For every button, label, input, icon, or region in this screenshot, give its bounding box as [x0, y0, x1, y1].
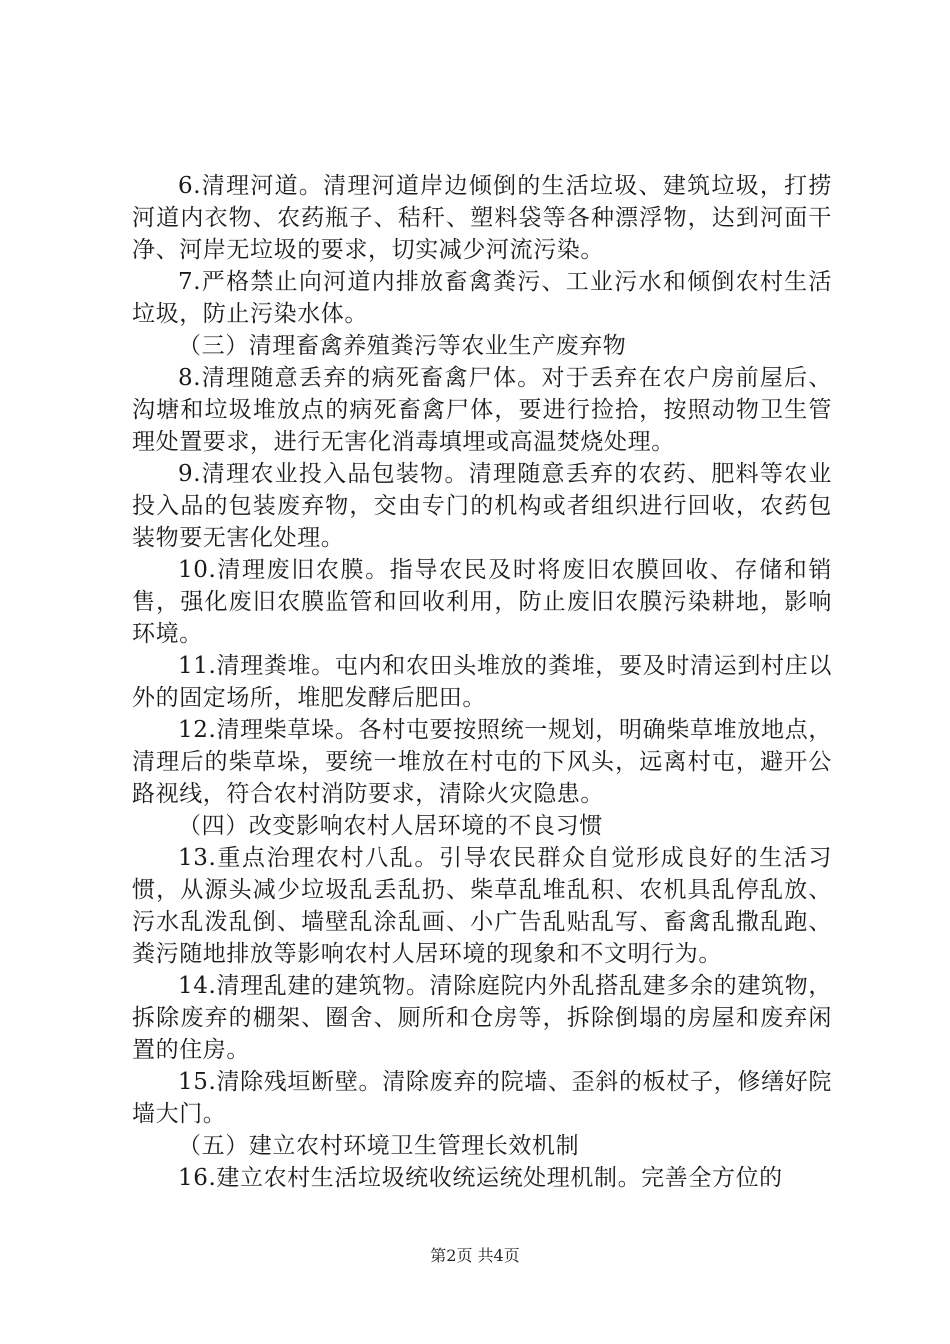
paragraph-11: 11.清理粪堆。屯内和农田头堆放的粪堆，要及时清运到村庄以外的固定场所，堆肥发酵后肥田。 [132, 653, 832, 711]
section-heading-5: （五）建立农村环境卫生管理长效机制 [178, 1133, 580, 1159]
section-heading-4: （四）改变影响农村人居环境的不良习惯 [178, 813, 603, 839]
paragraph-9: 9.清理农业投入品包装物。清理随意丢弃的农药、肥料等农业投入品的包装废弃物，交由专门的机构或者组织进行回收，农药包装物要无害化处理。 [132, 461, 832, 551]
paragraph-13: 13.重点治理农村八乱。引导农民群众自觉形成良好的生活习惯，从源头减少垃圾乱丢乱扔、柴草乱堆乱积、农机具乱停乱放、污水乱泼乱倒、墙壁乱涂乱画、小广告乱贴乱写、畜禽乱撒乱跑、粪污随地排放等影响农村人居环境的现象和不文明行为。 [132, 845, 832, 967]
paragraph-8: 8.清理随意丢弃的病死畜禽尸体。对于丢弃在农户房前屋后、沟塘和垃圾堆放点的病死畜禽尸体，要进行捡拾，按照动物卫生管理处置要求，进行无害化消毒填埋或高温焚烧处理。 [132, 365, 832, 455]
page-number-footer: 第2页 共4页 [430, 1246, 520, 1265]
paragraph-7: 7.严格禁止向河道内排放畜禽粪污、工业污水和倾倒农村生活垃圾，防止污染水体。 [132, 269, 832, 327]
paragraph-6: 6.清理河道。清理河道岸边倾倒的生活垃圾、建筑垃圾，打捞河道内衣物、农药瓶子、秸秆、塑料袋等各种漂浮物，达到河面干净、河岸无垃圾的要求，切实减少河流污染。 [132, 173, 832, 263]
section-heading-3: （三）清理畜禽养殖粪污等农业生产废弃物 [178, 333, 627, 359]
paragraph-16: 16.建立农村生活垃圾统收统运统处理机制。完善全方位的 [178, 1165, 783, 1191]
document-body [132, 170, 832, 1194]
paragraph-12: 12.清理柴草垛。各村屯要按照统一规划，明确柴草堆放地点，清理后的柴草垛，要统一堆放在村屯的下风头，远离村屯，避开公路视线，符合农村消防要求，清除火灾隐患。 [132, 717, 832, 807]
paragraph-15: 15.清除残垣断壁。清除废弃的院墙、歪斜的板杖子，修缮好院墙大门。 [132, 1069, 832, 1127]
paragraph-10: 10.清理废旧农膜。指导农民及时将废旧农膜回收、存储和销售，强化废旧农膜监管和回收利用，防止废旧农膜污染耕地，影响环境。 [132, 557, 832, 647]
paragraph-14: 14.清理乱建的建筑物。清除庭院内外乱搭乱建多余的建筑物，拆除废弃的棚架、圈舍、厕所和仓房等，拆除倒塌的房屋和废弃闲置的住房。 [132, 973, 832, 1063]
